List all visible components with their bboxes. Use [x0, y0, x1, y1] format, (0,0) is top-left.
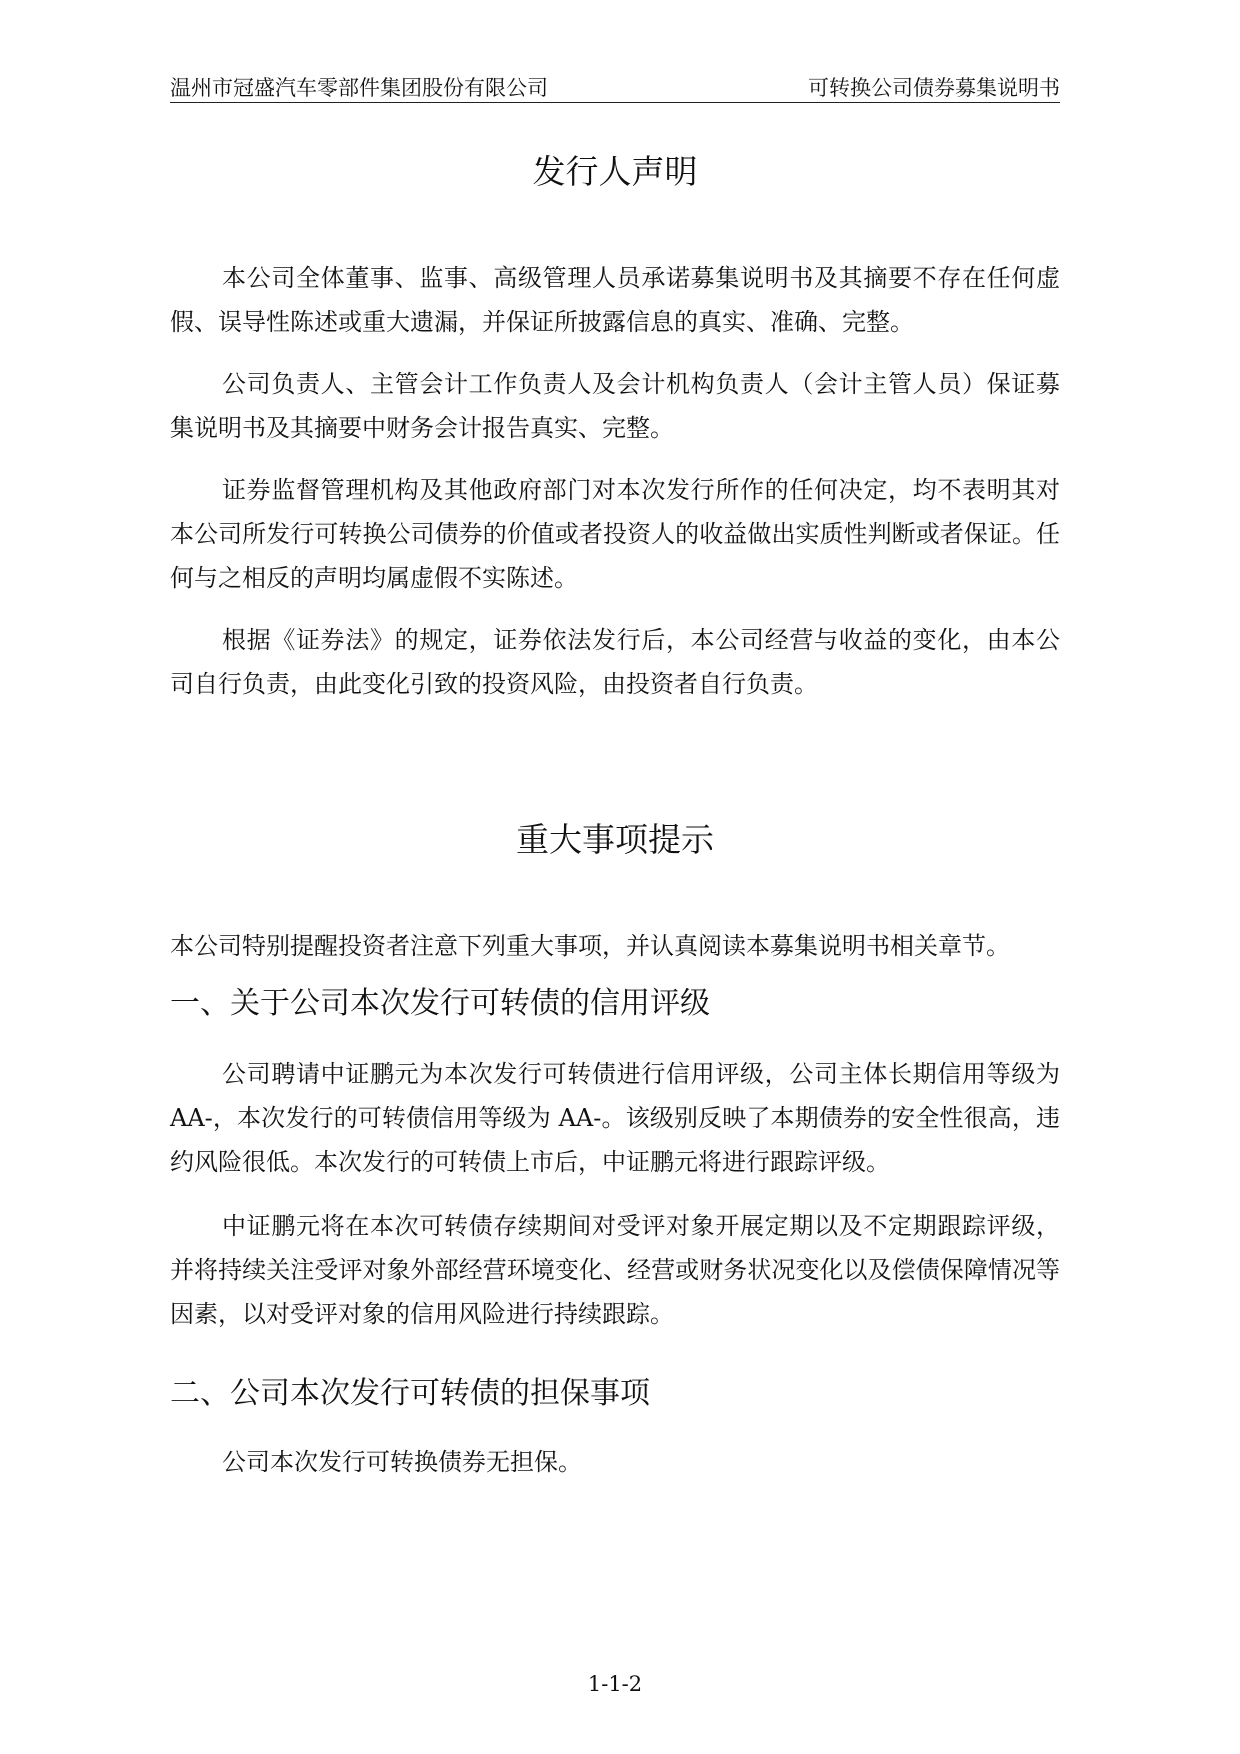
- declaration-paragraph-2: 公司负责人、主管会计工作负责人及会计机构负责人（会计主管人员）保证募集说明书及其摘要中财务会计报告真实、完整。: [170, 370, 1060, 442]
- declaration-paragraph-4: 根据《证券法》的规定，证券依法发行后，本公司经营与收益的变化，由本公司自行负责，由此变化引致的投资风险，由投资者自行负责。: [170, 626, 1060, 698]
- declaration-title: 发行人声明: [532, 152, 698, 191]
- declaration-paragraph-3: 证券监督管理机构及其他政府部门对本次发行所作的任何决定，均不表明其对本公司所发行可转换公司债券的价值或者投资人的收益做出实质性判断或者保证。任何与之相反的声明均属虚假不实陈述。: [170, 476, 1060, 592]
- page-number: 1-1-2: [587, 1672, 643, 1696]
- header-document-title: 可转换公司债券募集说明书: [808, 76, 1060, 100]
- credit-rating-paragraph-1: 公司聘请中证鹏元为本次发行可转债进行信用评级，公司主体长期信用等级为 AA-，本次发行的可转债信用等级为 AA-。该级别反映了本期债券的安全性很高，违约风险很低。本次发行的可转债上市后，中证鹏元将进行跟踪评级。: [170, 1060, 1060, 1176]
- section-heading-credit-rating: 一、关于公司本次发行可转债的信用评级: [170, 986, 710, 1021]
- notice-title: 重大事项提示: [516, 820, 714, 859]
- section-heading-guarantee: 二、公司本次发行可转债的担保事项: [170, 1376, 650, 1411]
- page-header: [170, 74, 1060, 103]
- header-company-name: 温州市冠盛汽车零部件集团股份有限公司: [170, 76, 548, 100]
- credit-rating-paragraph-2: 中证鹏元将在本次可转债存续期间对受评对象开展定期以及不定期跟踪评级，并将持续关注受评对象外部经营环境变化、经营或财务状况变化以及偿债保障情况等因素，以对受评对象的信用风险进行持续跟踪。: [170, 1212, 1060, 1328]
- guarantee-paragraph-1: 公司本次发行可转换债券无担保。: [222, 1448, 582, 1476]
- notice-intro: 本公司特别提醒投资者注意下列重大事项，并认真阅读本募集说明书相关章节。: [170, 932, 1010, 960]
- declaration-paragraph-1: 本公司全体董事、监事、高级管理人员承诺募集说明书及其摘要不存在任何虚假、误导性陈述或重大遗漏，并保证所披露信息的真实、准确、完整。: [170, 264, 1060, 336]
